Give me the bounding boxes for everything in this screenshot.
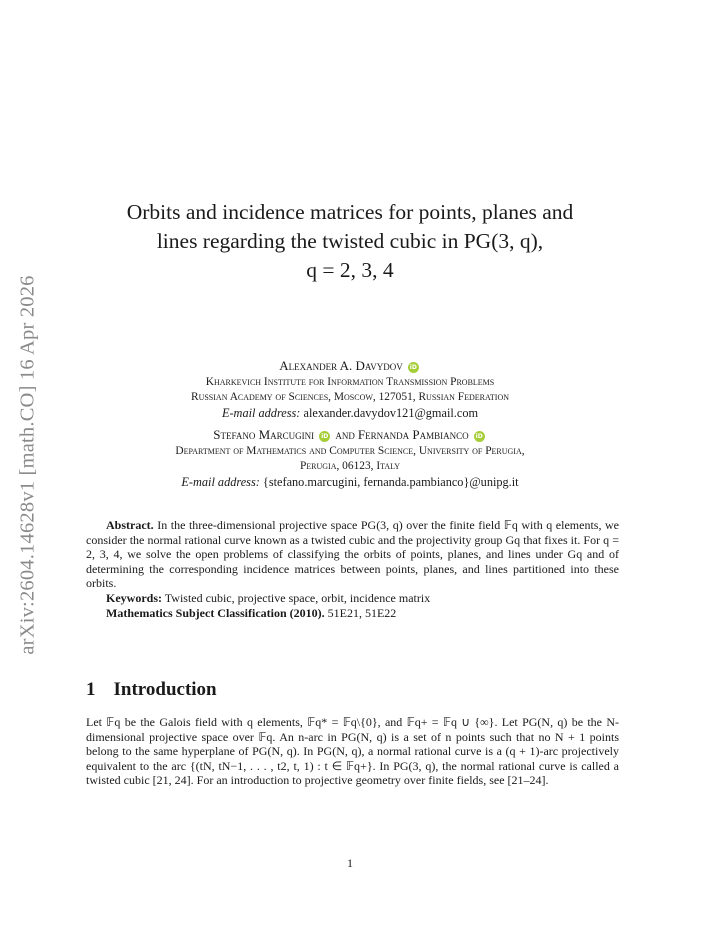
email-address: {stefano.marcugini, fernanda.pambianco}@unipg.it: [262, 474, 519, 489]
orcid-icon[interactable]: iD: [409, 364, 417, 371]
section-title: Introduction: [113, 679, 217, 700]
email-label: E-mail address:: [181, 474, 260, 489]
orcid-icon[interactable]: iD: [475, 433, 483, 440]
page-number: 1: [347, 856, 353, 870]
title-line-1: Orbits and incidence matrices for points, planes and: [126, 200, 574, 224]
abstract-text: In the three-dimensional projective space PG(3, q) over the finite field 𝔽q with q elements, we consider the normal rational curve known as a twisted cubic and the projectivity group Gq that fixes it. For q = 2, 3, 4, we solve the open problems of classifying the orbits of points, planes, and lines under Gq and of determining the corresponding incidence matrices between points, planes, and lines partitioned into these orbits.: [86, 518, 619, 591]
section-heading: [86, 679, 217, 701]
orcid-icon[interactable]: iD: [321, 433, 329, 440]
abstract-paragraph: [86, 518, 619, 591]
title-line-2: lines regarding the twisted cubic in PG(3, q),: [156, 229, 544, 253]
author-block: [80, 358, 620, 490]
msc-label: Mathematics Subject Classification (2010).: [106, 605, 325, 620]
email-label: E-mail address:: [221, 405, 301, 420]
email-line: [80, 475, 620, 491]
keywords-line: [86, 591, 619, 606]
email-address: alexander.davydov121@gmail.com: [303, 405, 479, 420]
title-line-3: q = 2, 3, 4: [306, 258, 394, 282]
author-name-marcugini: Stefano Marcugini: [213, 427, 315, 442]
section-number: 1: [86, 679, 96, 700]
abstract-label: Abstract.: [106, 518, 154, 532]
intro-paragraph: Let 𝔽q be the Galois field with q elements, 𝔽q* = 𝔽q\{0}, and 𝔽q+ = 𝔽q ∪ {∞}. Let PG(N, q) be the N-dimensional projective space over 𝔽q. An n-arc in PG(N, q) is a set of n points such that no N + 1 points belong to the same hyperplane of PG(N, q). In PG(N, q), a normal rational curve is a (q + 1)-arc projectively equivalent to the arc {(tN, tN−1, . . . , t2, t, 1) : t ∈ 𝔽q+}. In PG(3, q), the normal rational curve is called a twisted cubic [21, 24]. For an introduction to projective geometry over finite fields, see [21–24].: [86, 715, 619, 788]
affiliation-line: Perugia, 06123, Italy: [299, 460, 401, 472]
keywords-label: Keywords:: [106, 590, 162, 605]
author-name-davydov: Alexander A. Davydov: [279, 358, 403, 373]
msc-text: 51E21, 51E22: [327, 605, 397, 620]
author-conjunction: and: [335, 427, 355, 442]
keywords-text: Twisted cubic, projective space, orbit, incidence matrix: [164, 590, 431, 605]
affiliation-line: Department of Mathematics and Computer Science, University of Perugia,: [175, 444, 525, 457]
abstract-block: [86, 518, 619, 620]
affiliation-line: Russian Academy of Sciences, Moscow, 127051, Russian Federation: [190, 391, 510, 403]
arxiv-id-text: arXiv:2604.14628v1 [math.CO] 16 Apr 2026: [16, 275, 39, 655]
affiliation-line: Kharkevich Institute for Information Transmission Problems: [205, 375, 495, 388]
email-line: [80, 406, 620, 422]
paper-title: [60, 198, 640, 285]
author-name-pambianco: Fernanda Pambianco: [357, 427, 469, 442]
arxiv-sidebar-stamp: [8, 245, 48, 685]
msc-line: [86, 606, 619, 621]
